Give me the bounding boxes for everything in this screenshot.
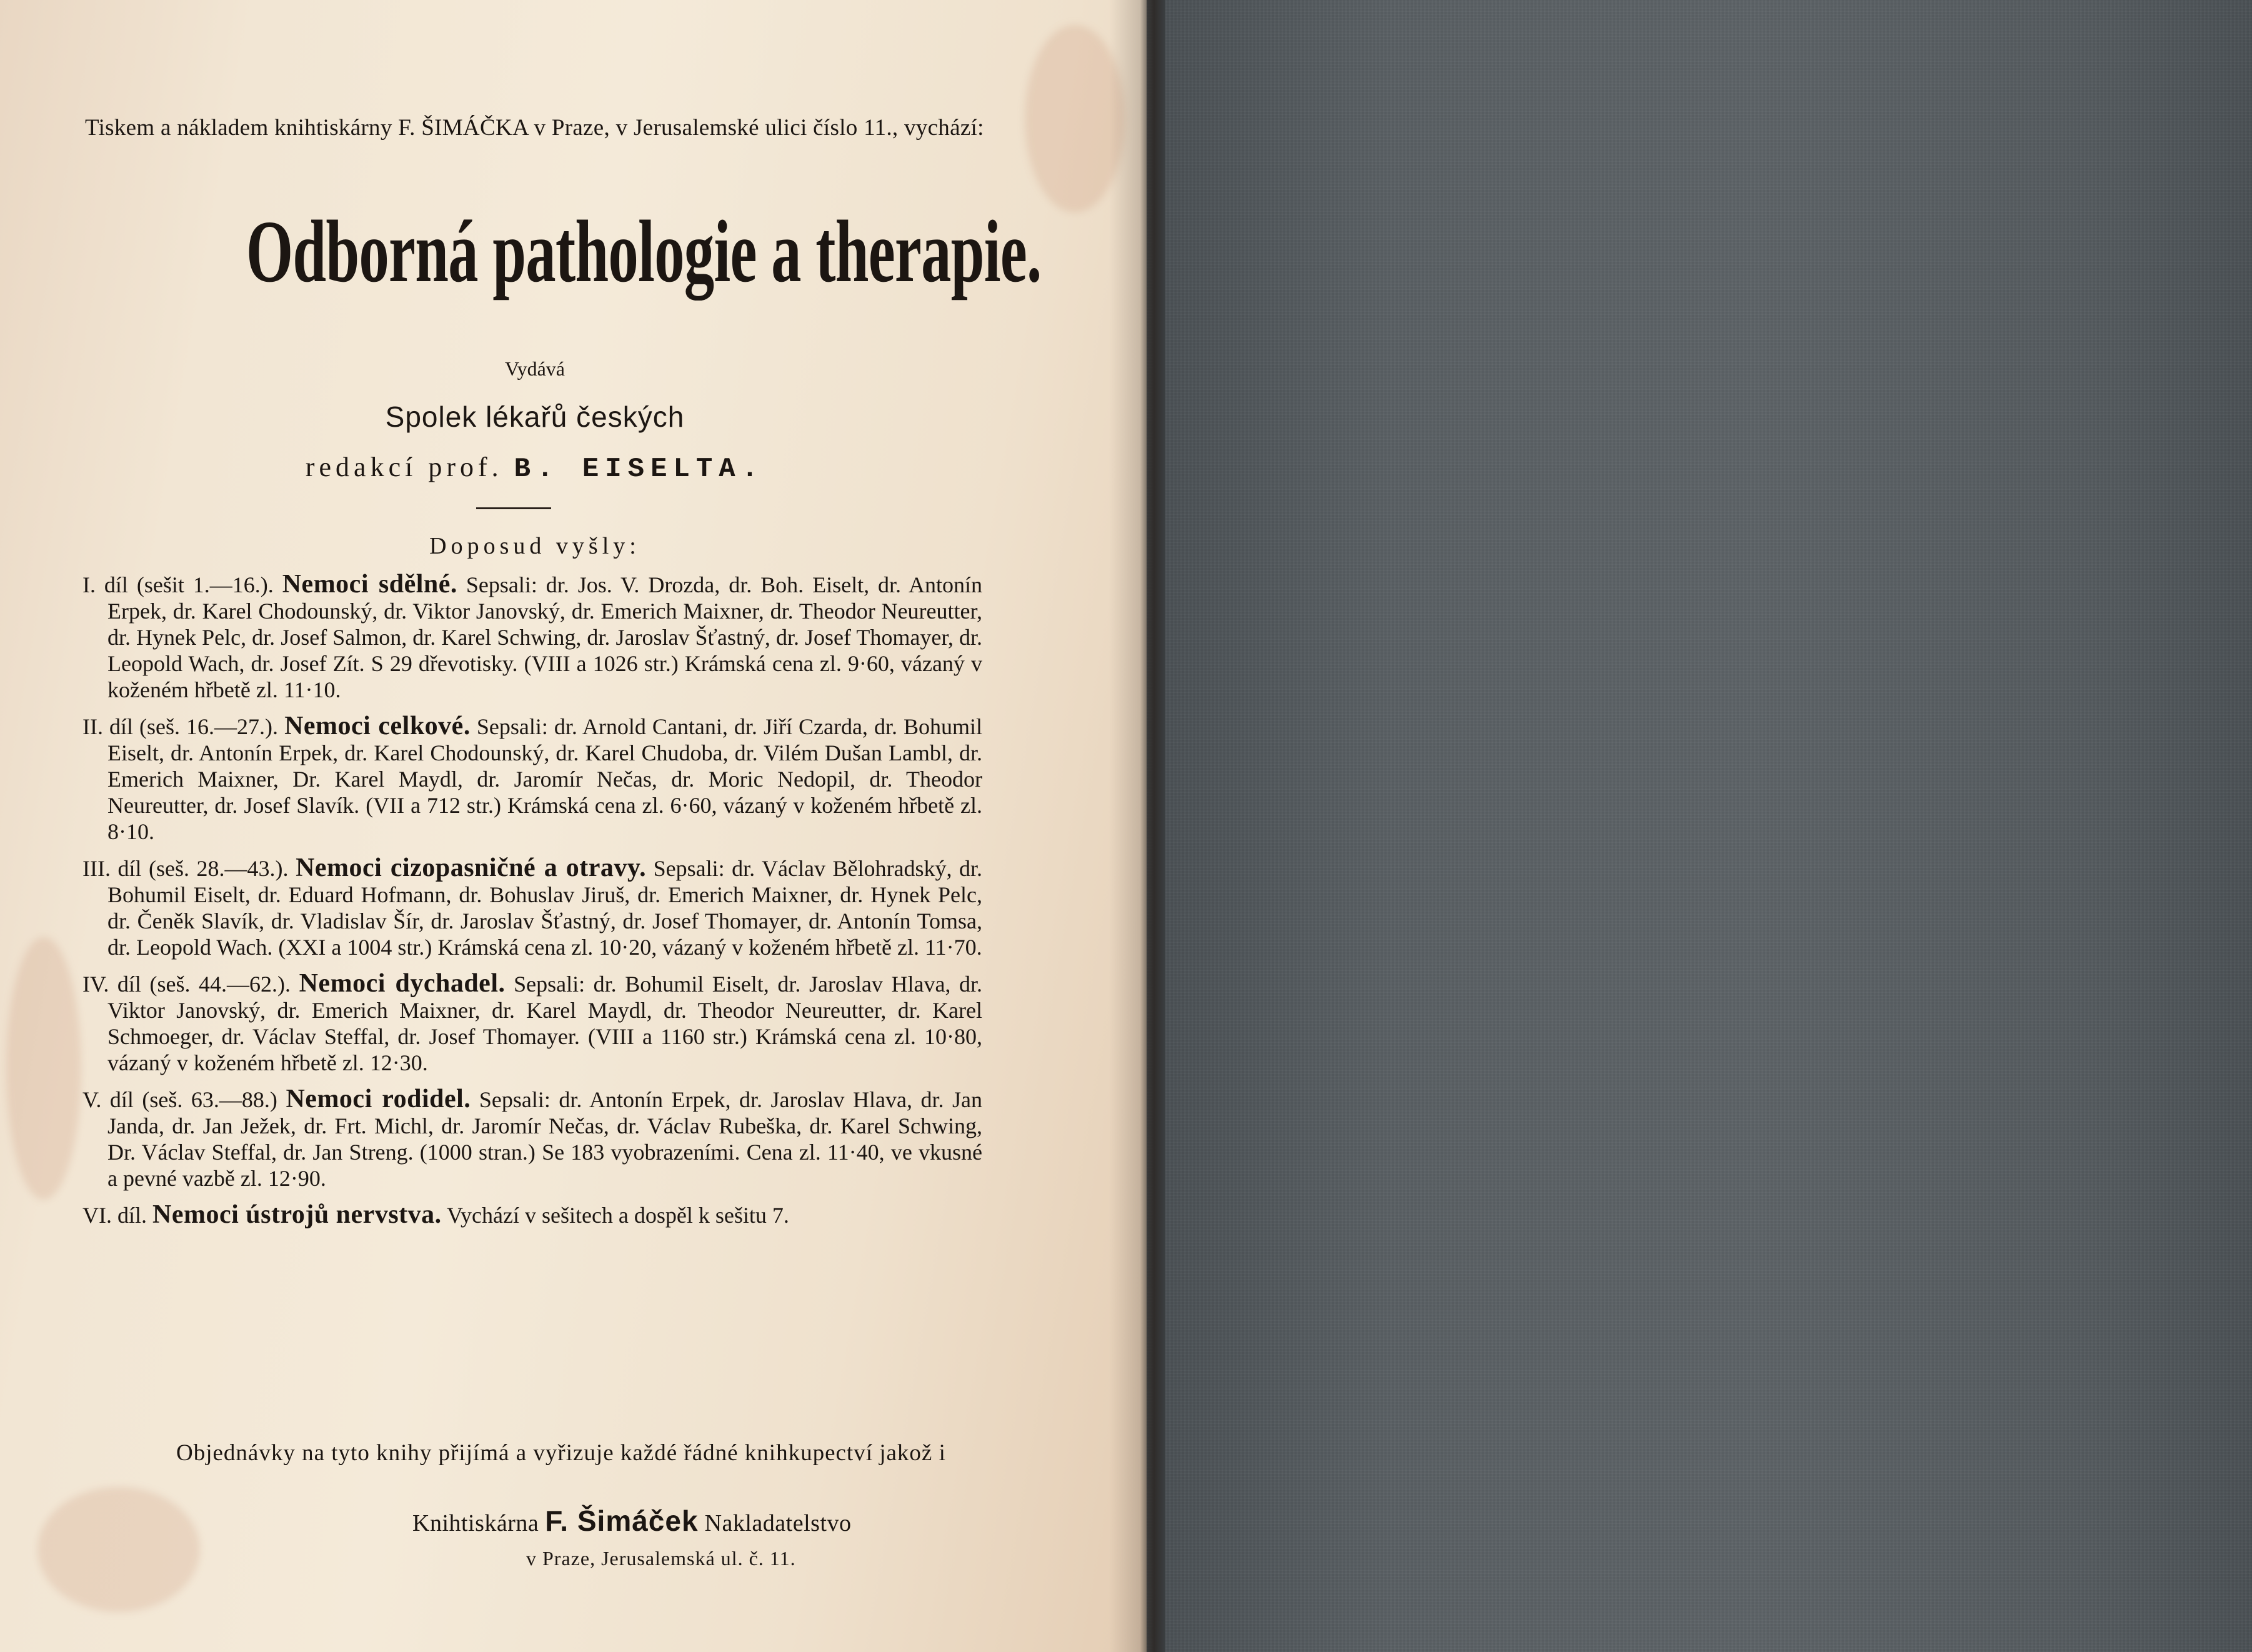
volume-body: Sepsali: dr. Václav Bělohradský, dr. Bohumil Eiselt, dr. Eduard Hofmann, dr. Bohuslav Jiruš, dr. Emerich Maixner, dr. Hynek Pelc, dr. Čeněk Slavík, dr. Vladislav Šír, dr. Jaroslav Šťastný, dr. Josef Thomayer, dr. Antonín Tomsa, dr. Leopold Wach. (XXI a 1004 str.) Krámská cena zl. 10·20, vázaný v koženém hřbetě zl. 11·70. [107, 856, 982, 960]
volume-heading: Nemoci ústrojů nervstva. [152, 1200, 442, 1229]
back-cover [1147, 0, 2252, 1652]
volume-heading: Nemoci sdělné. [282, 570, 457, 599]
publisher-label: Vydává [505, 357, 565, 380]
volume-prefix: VI. díl. [82, 1203, 147, 1228]
volume-prefix: IV. díl (seš. 44.—62.). [82, 972, 291, 997]
volume-body: Sepsali: dr. Arnold Cantani, dr. Jiří Czarda, dr. Bohumil Eiselt, dr. Antonín Erpek, dr. Karel Chodounský, dr. Karel Chudoba, dr. Vilém Dušan Lambl, dr. Emerich Maixner, Dr. Karel Maydl, dr. Jaromír Nečas, dr. Moric Nedopil, dr. Theodor Neureutter, dr. Josef Slavík. (VII a 712 str.) Krámská cena zl. 6·60, vázaný v koženém hřbetě zl. 8·10. [107, 714, 982, 844]
volume-prefix: I. díl (sešit 1.—16.). [82, 572, 274, 597]
imprint-line: Tiskem a nákladem knihtiskárny F. ŠIMÁČKA v Praze, v Jerusalemské ulici číslo 11., vychází: [85, 115, 984, 141]
volume-body: Sepsali: dr. Jos. V. Drozda, dr. Boh. Eiselt, dr. Antonín Erpek, dr. Karel Chodounský, dr. Viktor Janovský, dr. Emerich Maixner, dr. Theodor Neureutter, dr. Hynek Pelc, dr. Josef Salmon, dr. Karel Schwing, dr. Jaroslav Šťastný, dr. Josef Thomayer, dr. Leopold Wach, dr. Josef Zít. S 29 dřevotisky. (VIII a 1026 str.) Krámská cena zl. 9·60, vázaný v koženém hřbetě zl. 11·10. [107, 572, 982, 702]
book-gutter [1109, 0, 1165, 1652]
volume-heading: Nemoci cizopasničné a otravy. [296, 853, 647, 882]
society-name: Spolek lékařů českých [385, 401, 685, 433]
volume-prefix: II. díl (seš. 16.—27.). [82, 714, 279, 739]
volume-body: Vychází v sešitech a dospěl k sešitu 7. [447, 1203, 789, 1228]
volume-entry [82, 571, 982, 703]
printer-left: Knihtiskárna [412, 1510, 539, 1536]
editor-prefix: redakcí prof. [305, 452, 503, 482]
section-heading: Doposud vyšly: [429, 533, 640, 559]
volume-heading: Nemoci rodidel. [286, 1085, 471, 1113]
volume-entry [82, 970, 982, 1076]
age-stain [37, 1487, 200, 1612]
editor-name: B. EISELTA. [514, 454, 765, 485]
printer-name: F. Šimáček [545, 1505, 699, 1537]
volume-prefix: III. díl (seš. 28.—43.). [82, 856, 289, 881]
volume-entry [82, 713, 982, 845]
volume-body: Sepsali: dr. Antonín Erpek, dr. Jaroslav Hlava, dr. Jan Janda, dr. Jan Ježek, dr. Frt. Michl, dr. Jaromír Nečas, dr. Václav Rubeška, dr. Karel Schwing, Dr. Václav Steffal, dr. Jan Streng. (1000 stran.) Se 183 vyobrazeními. Cena zl. 11·40, ve vkusné a pevné vazbě zl. 12·90. [107, 1087, 983, 1191]
volume-entry [82, 1202, 982, 1228]
printer-right: Nakladatelstvo [704, 1510, 852, 1536]
volume-body: Sepsali: dr. Bohumil Eiselt, dr. Jaroslav Hlava, dr. Viktor Janovský, dr. Emerich Maixner, dr. Karel Maydl, dr. Theodor Neureutter, dr. Karel Schmoeger, dr. Václav Steffal, dr. Josef Thomayer. (VIII a 1160 str.) Krámská cena zl. 10·80, vázaný v koženém hřbetě zl. 12·30. [107, 972, 983, 1075]
printer-address: v Praze, Jerusalemská ul. č. 11. [526, 1547, 796, 1570]
volume-entry [82, 855, 982, 960]
age-stain [6, 937, 81, 1200]
orders-note: Objednávky na tyto knihy přijímá a vyřizuje každé řádné knihkupectví jakož i [176, 1440, 946, 1466]
volume-heading: Nemoci celkové. [284, 712, 471, 740]
editor-line [85, 451, 985, 485]
volume-entry [82, 1086, 982, 1192]
divider-rule [476, 507, 551, 509]
printer-line [412, 1505, 975, 1540]
page-title: Odborná pathologie a therapie. [246, 202, 1042, 301]
volume-prefix: V. díl (seš. 63.—88.) [82, 1087, 277, 1112]
volume-heading: Nemoci dychadel. [299, 969, 506, 998]
volume-list [82, 571, 982, 1238]
